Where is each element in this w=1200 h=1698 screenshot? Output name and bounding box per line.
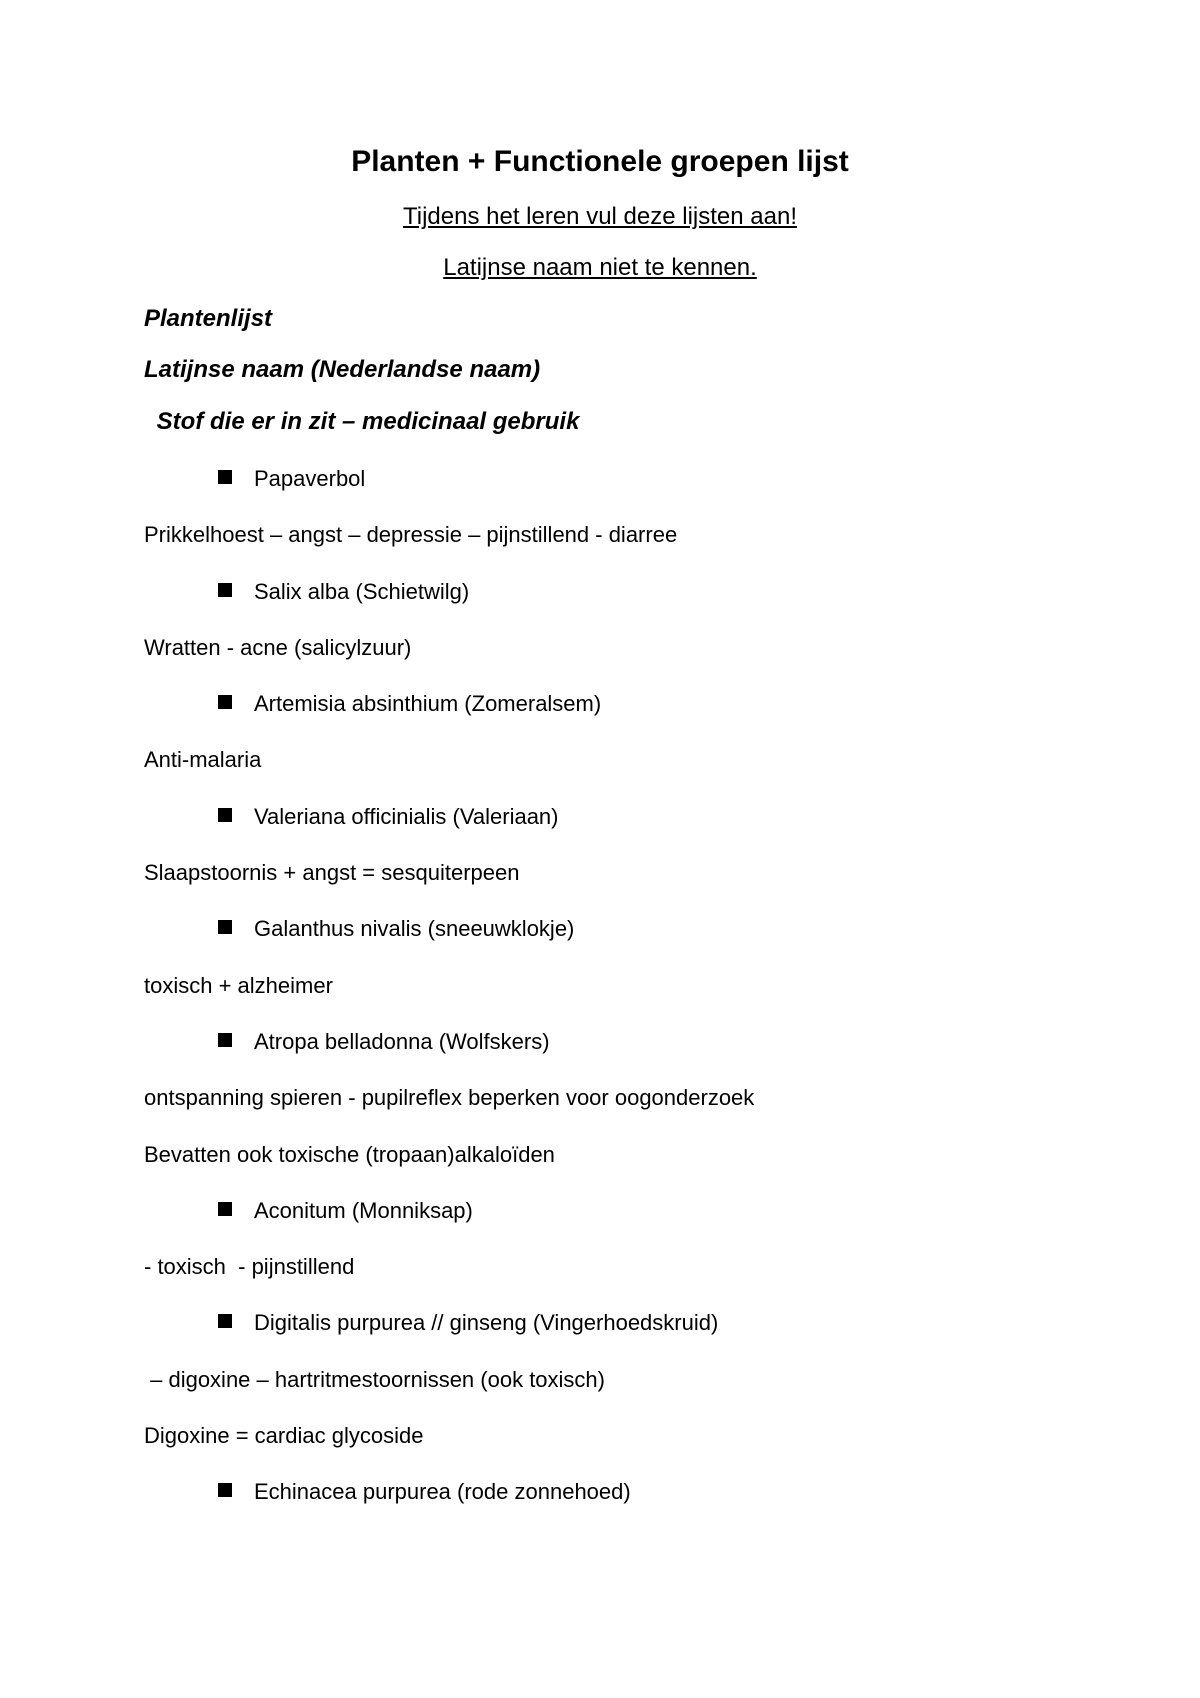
plant-list-item [0,1027,1200,1083]
square-bullet-icon [218,695,232,709]
square-bullet-icon [218,1033,232,1047]
plant-note [0,858,1200,914]
plant-list-item [0,1477,1200,1533]
plant-note [0,633,1200,689]
plant-note [0,971,1200,1027]
instruction-line-1: Tijdens het leren vul deze lijsten aan! [402,203,797,230]
list-heading: Plantenlijst [144,305,273,332]
plant-note [0,1140,1200,1196]
square-bullet-icon [218,920,232,934]
plant-name: Papaverbol [254,466,366,491]
plant-usage-text: Slaapstoornis + angst = sesquiterpeen [144,860,520,886]
document-title: Planten + Functionele groepen lijst [351,145,849,178]
plant-list [0,464,1200,1534]
plant-usage-text: Wratten - acne (salicylzuur) [144,634,412,660]
plant-name: Salix alba (Schietwilg) [254,578,470,604]
plant-list-item [0,689,1200,745]
plant-name: Artemisia absinthium (Zomeralsem) [254,691,602,717]
plant-note [0,520,1200,576]
plant-list-item [0,1196,1200,1252]
instruction-line-2: Latijnse naam niet te kennen. [443,254,757,281]
plant-note [0,1365,1200,1421]
plant-list-item [0,577,1200,633]
format-heading-name: Latijnse naam (Nederlandse naam) [144,356,541,383]
plant-usage-text: - toxisch - pijnstillend [144,1254,355,1280]
plant-usage-text: Bevatten ook toxische (tropaan)alkaloïden [144,1141,555,1167]
plant-note [0,1421,1200,1477]
format-heading-use: Stof die er in zit – medicinaal gebruik [150,408,580,435]
plant-note [0,1252,1200,1308]
plant-list-item [0,1308,1200,1364]
plant-usage-text: – digoxine – hartritmestoornissen (ook toxisch) [144,1366,605,1392]
plant-note [0,1083,1200,1139]
square-bullet-icon [218,808,232,822]
plant-usage-text: Prikkelhoest – angst – depressie – pijnstillend - diarree [144,522,678,548]
plant-list-item [0,464,1200,520]
plant-usage-text: Digoxine = cardiac glycoside [144,1423,424,1449]
plant-list-item [0,802,1200,858]
square-bullet-icon [218,470,232,484]
plant-list-item [0,914,1200,970]
plant-usage-text: toxisch + alzheimer [144,972,333,998]
plant-note [0,745,1200,801]
plant-usage-text: ontspanning spieren - pupilreflex beperken voor oogonderzoek [144,1085,755,1111]
plant-usage-text: Anti-malaria [144,747,262,773]
plant-name: Valeriana officinialis (Valeriaan) [254,803,559,829]
plant-name: Echinacea purpurea (rode zonnehoed) [254,1479,631,1505]
square-bullet-icon [218,1314,232,1328]
plant-name: Digitalis purpurea // ginseng (Vingerhoedskruid) [254,1310,719,1336]
plant-name: Atropa belladonna (Wolfskers) [254,1028,550,1054]
plant-name: Aconitum (Monniksap) [254,1197,473,1223]
square-bullet-icon [218,583,232,597]
square-bullet-icon [218,1483,232,1497]
plant-name: Galanthus nivalis (sneeuwklokje) [254,916,575,942]
square-bullet-icon [218,1202,232,1216]
